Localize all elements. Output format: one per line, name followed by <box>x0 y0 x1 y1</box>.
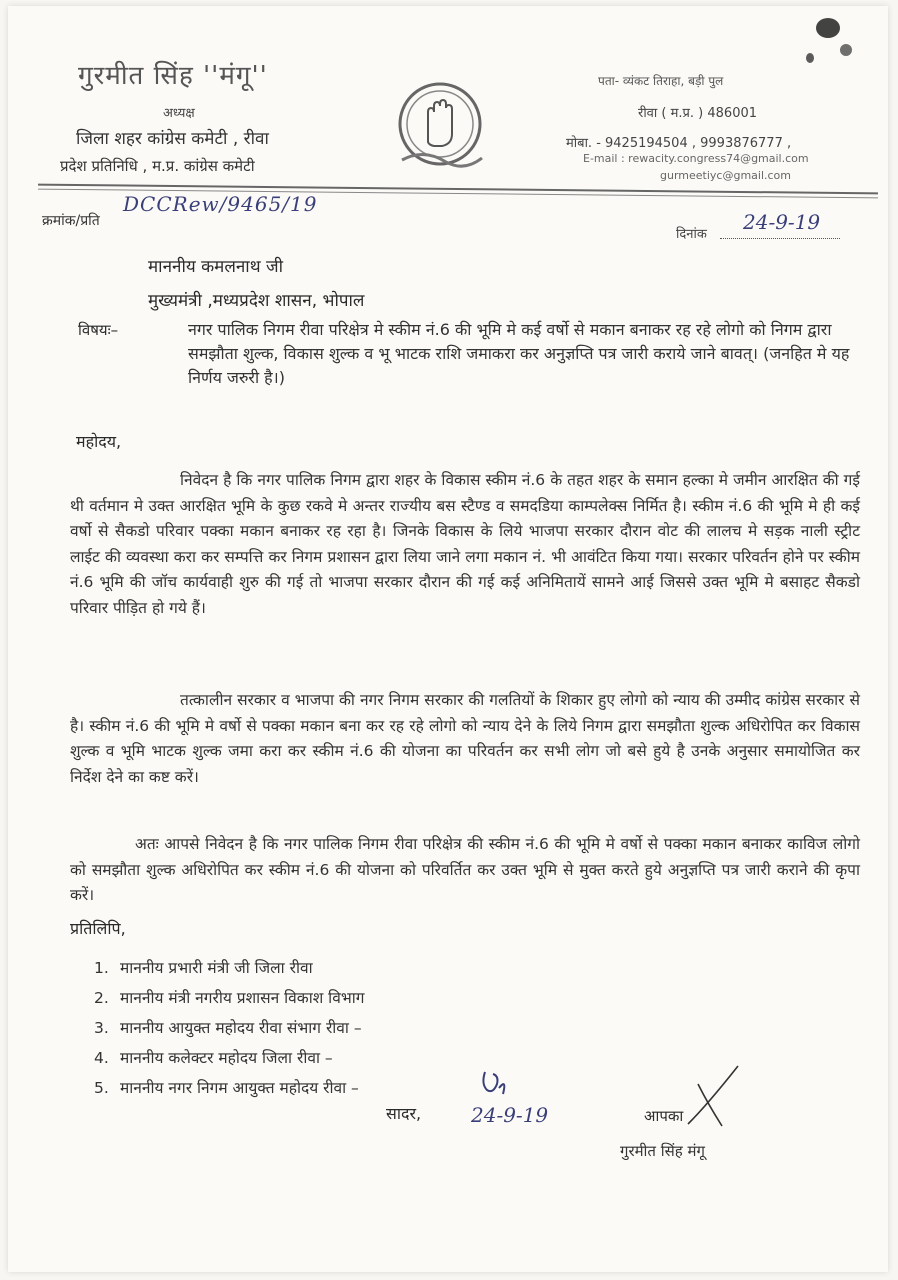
reference-number: DCCRew/9465/19 <box>123 192 318 216</box>
closing-yours: आपका <box>644 1107 684 1125</box>
copy-to-list <box>94 956 364 1106</box>
date-value: 24-9-19 <box>743 210 821 234</box>
copy-to-label: प्रतिलिपि, <box>70 919 126 938</box>
letterhead-committee: जिला शहर कांग्रेस कमेटी , रीवा <box>76 129 269 149</box>
congress-hand-icon <box>394 78 486 178</box>
date-dotted-line <box>720 238 840 239</box>
letterhead-email-line2: gurmeetiyc@gmail.com <box>660 169 792 182</box>
signature-date: 24-9-19 <box>471 1103 549 1127</box>
letterhead-mobile: मोबा. - 9425194504 , 9993876777 , <box>566 136 792 151</box>
reference-label: क्रमांक/प्रति <box>42 213 100 229</box>
recipient-designation: मुख्यमंत्री ,मध्यप्रदेश शासन, भोपाल <box>148 291 365 311</box>
body-paragraph-3: अतः आपसे निवेदन है कि नगर पालिक निगम रीवा परिक्षेत्र की स्कीम नं.6 की भूमि मे वर्षो से पक्का मकान बनाकर काविज लोगो को समझौता शुल्क अधिरोपित कर स्कीम नं.6 की योजना को परिवर्तित कर उक्त भूमि से मुक्त करते हुये अनुज्ञप्ति पत्र जारी कराने की कृपा करें। <box>70 835 860 904</box>
letter-page <box>8 6 888 1272</box>
subject-text: नगर पालिक निगम रीवा परिक्षेत्र मे स्कीम नं.6 की भूमि मे कई वर्षो से मकान बनाकर रह रहे लोगो को निगम द्वारा समझौता शुल्क, विकास शुल्क व भू भाटक राशि जमाकरा कर अनुज्ञप्ति पत्र जारी कराये जाने बावत्। (जनहित मे यह निर्णय जरुरी है।) <box>188 320 850 387</box>
salutation: महोदय, <box>76 432 122 451</box>
signer-mark <box>678 1064 748 1134</box>
subject-label: विषयः– <box>78 321 119 339</box>
date-label: दिनांक <box>676 227 707 242</box>
signer-name: गुरमीत सिंह मंगू <box>620 1142 705 1160</box>
list-item: 2. माननीय मंत्री नगरीय प्रशासन विकाश विभाग <box>94 989 365 1007</box>
letterhead-address-line2: रीवा ( म.प्र. ) 486001 <box>638 106 758 121</box>
handwritten-signature <box>463 1064 583 1134</box>
closing-sadar: सादर, <box>386 1104 422 1123</box>
letterhead-representative: प्रदेश प्रतिनिधि , म.प्र. कांग्रेस कमेटी <box>60 157 255 175</box>
list-item: 1. माननीय प्रभारी मंत्री जी जिला रीवा <box>94 959 313 977</box>
letterhead-name: गुरमीत सिंह ''मंगू'' <box>78 61 268 91</box>
body-paragraph-1: निवेदन है कि नगर पालिक निगम द्वारा शहर के विकास स्कीम नं.6 के तहत शहर के समान हल्का मे जमीन आरक्षित की गई थी वर्तमान मे उक्त आरक्षित भूमि के कुछ रकवे मे अन्तर राज्यीय बस स्टैण्ड व समदडिया काम्पलेक्स निर्मित है। स्कीम नं.6 की भूमि मे ही कई वर्षो से सैकडो परिवार पक्का मकान बनाकर रह रहा है। जिनके विकास के लिये भाजपा सरकार दौरान वोट की लालच मे सड़क नाली स्ट्रीट लाईट की व्यवस्था करा कर सम्पत्ति कर निगम प्रशासन द्वारा लिया जाने लगा मकान नं. भी आवंटित किया गया। सरकार परिवर्तन होने पर स्कीम नं.6 भूमि की जॉच कार्यवाही शुरु की गई तो भाजपा सरकार दौरान की गई कई अनिमितायें सामने आई जिससे उक्त भूमि मे बसाहट सैकडो परिवार पीड़ित हो गये हैं। <box>70 471 860 617</box>
ink-smudge <box>768 16 878 86</box>
list-item: 4. माननीय कलेक्टर महोदय जिला रीवा – <box>94 1049 333 1067</box>
letterhead-address-line1: पता- व्यंकट तिराहा, बड़ी पुल <box>598 74 724 88</box>
letterhead-email-line1: E-mail : rewacity.congress74@gmail.com <box>583 152 809 165</box>
letterhead-role: अध्यक्ष <box>163 106 195 121</box>
list-item: 5. माननीय नगर निगम आयुक्त महोदय रीवा – <box>94 1079 359 1097</box>
list-item: 3. माननीय आयुक्त महोदय रीवा संभाग रीवा – <box>94 1019 362 1037</box>
recipient-name: माननीय कमलनाथ जी <box>148 257 283 277</box>
body-paragraph-2: तत्कालीन सरकार व भाजपा की नगर निगम सरकार की गलतियों के शिकार हुए लोगो को न्याय की उम्मीद कांग्रेस सरकार से है। स्कीम नं.6 की भूमि मे वर्षो से पक्का मकान बना कर रह रहे लोगो को न्याय देने के लिये निगम द्वारा समझौता शुल्क अधिरोपित कर विकास शुल्क व भूमि भाटक शुल्क जमा करा कर स्कीम नं.6 की योजना का परिवर्तन कर सभी लोग जो बसे हुये है उनके अनुसार समायोजित कर निर्देश देने का कष्ट करें। <box>70 691 860 786</box>
